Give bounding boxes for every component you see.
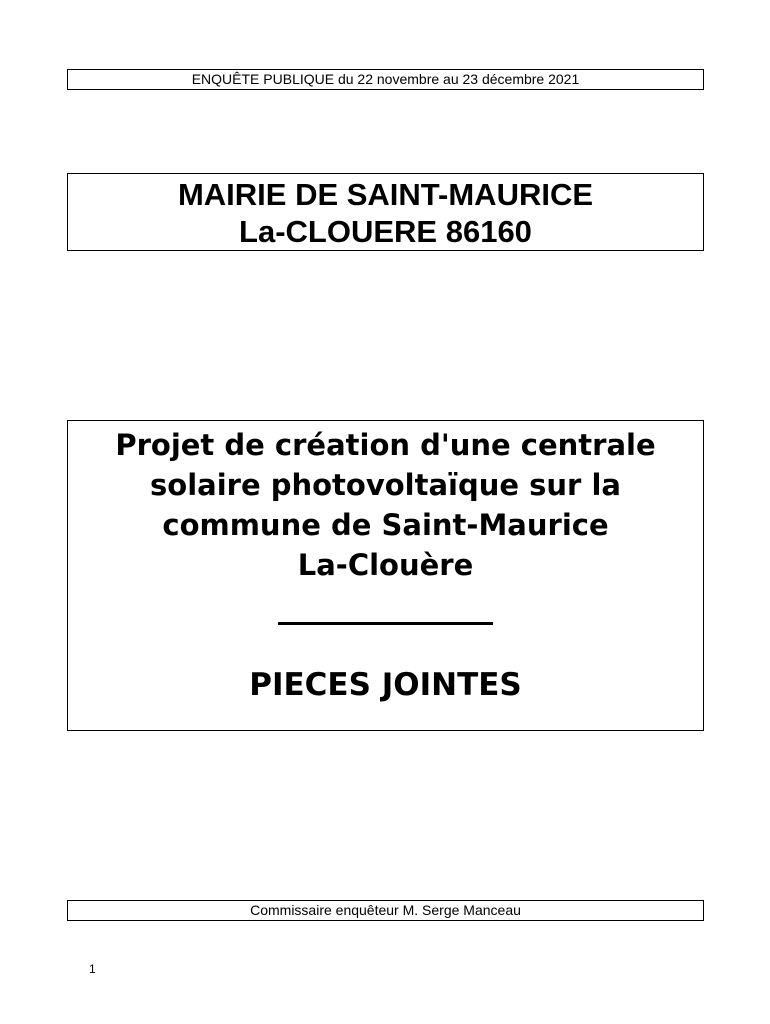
projet-title-line-3: commune de Saint-Maurice	[162, 508, 609, 542]
title-separator	[278, 585, 493, 625]
page-number: 1	[89, 962, 96, 976]
projet-title-line-2: solaire photovoltaïque sur la	[150, 468, 621, 502]
pieces-jointes-heading: PIECES JOINTES	[249, 667, 522, 703]
enquete-header-text: ENQUÊTE PUBLIQUE du 22 novembre au 23 décembre 2021	[191, 71, 580, 87]
mairie-title-box	[67, 173, 704, 251]
projet-title-line-4: La-Clouère	[297, 548, 474, 582]
projet-title-box	[67, 420, 704, 731]
mairie-title-line-1: MAIRIE DE SAINT-MAURICE	[177, 177, 594, 212]
mairie-title-line-2: La-CLOUERE 86160	[239, 214, 532, 249]
commissaire-footer-text: Commissaire enquêteur M. Serge Manceau	[250, 902, 521, 918]
projet-title-line-1: Projet de création d'une centrale	[115, 428, 656, 462]
enquete-header	[67, 69, 704, 90]
commissaire-footer	[67, 900, 704, 921]
